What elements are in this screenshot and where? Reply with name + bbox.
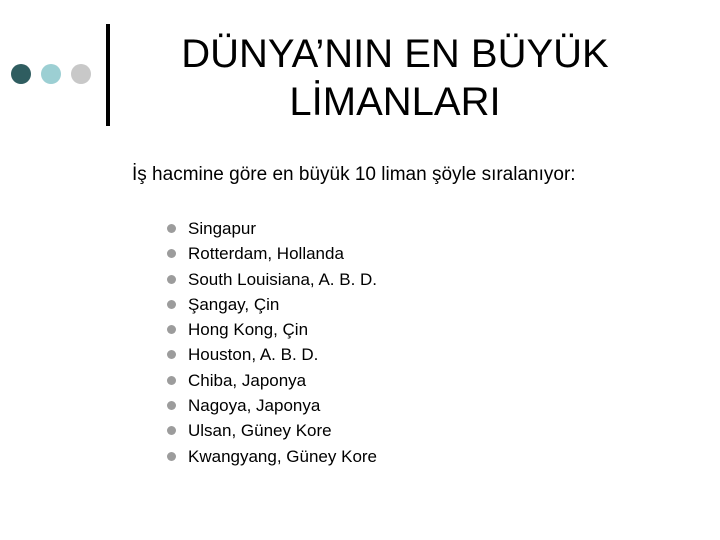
bullet-icon [167, 401, 176, 410]
port-name: Kwangyang, Güney Kore [188, 446, 378, 466]
port-name: Hong Kong, Çin [188, 320, 309, 340]
bullet-icon [167, 376, 176, 385]
dot-icon [11, 64, 31, 84]
port-name: Houston, A. B. D. [188, 345, 319, 365]
bullet-icon [167, 426, 176, 435]
bullet-icon [167, 224, 176, 233]
bullet-icon [167, 452, 176, 461]
port-name: Ulsan, Güney Kore [188, 421, 332, 441]
dot-icon [41, 64, 61, 84]
port-name: Nagoya, Japonya [188, 396, 321, 416]
dot-icon [71, 64, 91, 84]
port-name: Singapur [188, 219, 257, 238]
intro-text: İş hacmine göre en büyük 10 liman şöyle sıralanıyor: [132, 164, 576, 185]
port-name: Chiba, Japonya [188, 370, 307, 390]
slide-title [130, 30, 660, 126]
bullet-icon [167, 350, 176, 359]
title-divider [106, 24, 110, 126]
port-name: Rotterdam, Hollanda [188, 244, 344, 264]
port-name: Şangay, Çin [188, 294, 280, 314]
title-line-2: LİMANLARI [289, 80, 501, 124]
bullet-icon [167, 249, 176, 258]
decorative-dots [11, 64, 93, 84]
bullet-icon [167, 275, 176, 284]
bullet-icon [167, 325, 176, 334]
title-line-1: DÜNYA’NIN EN BÜYÜK [181, 32, 609, 76]
bullet-icon [167, 300, 176, 309]
port-name: South Louisiana, A. B. D. [188, 269, 378, 289]
